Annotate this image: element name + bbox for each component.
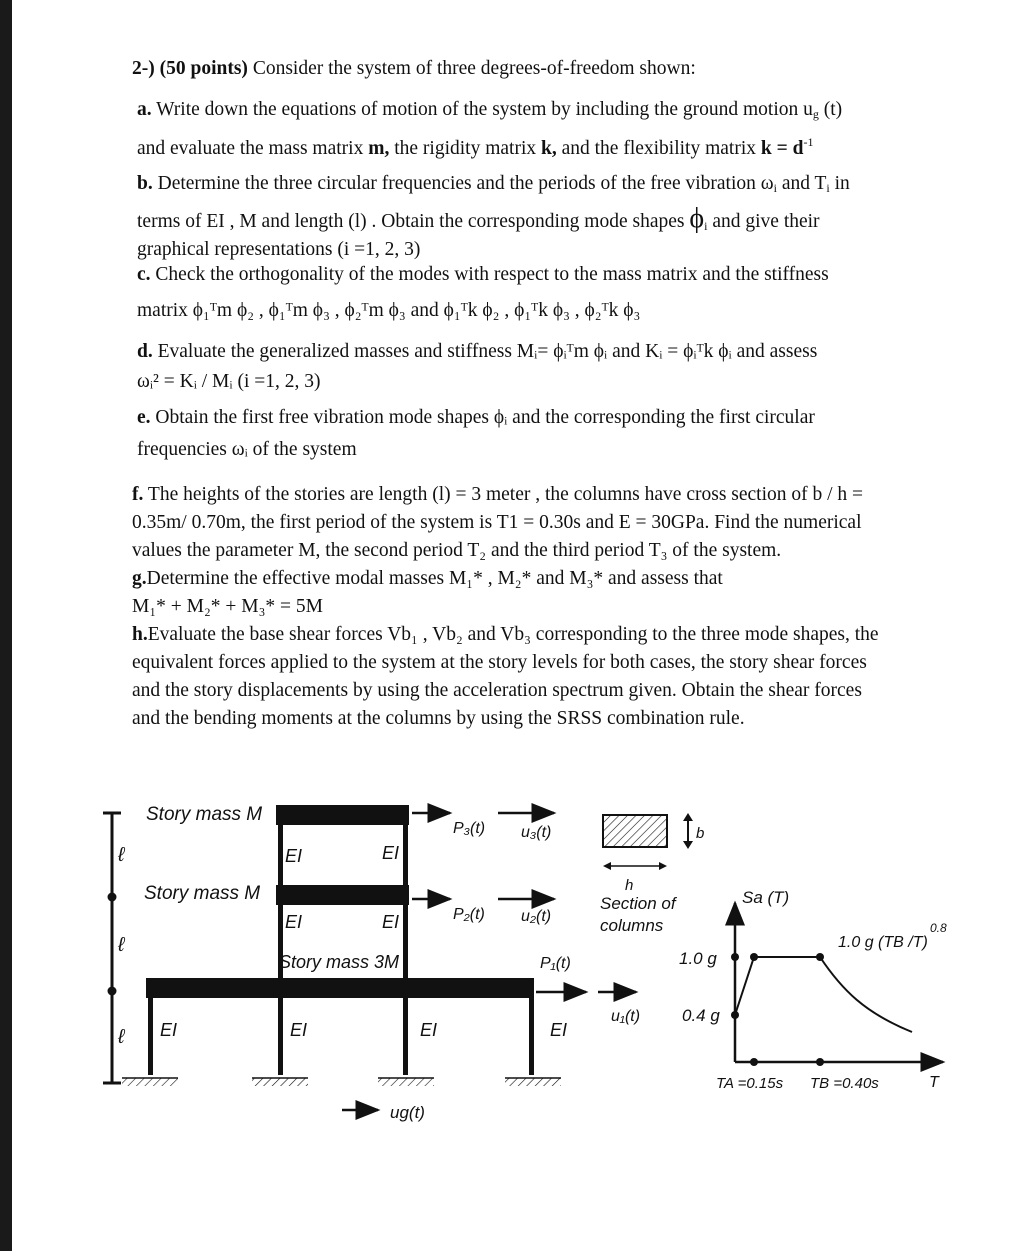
question-intro: Consider the system of three degrees-of-freedom shown: <box>252 58 696 79</box>
spectrum-ta-label: TA =0.15s <box>716 1075 784 1092</box>
ei-label: EI <box>285 846 303 866</box>
part-c: c. Check the orthogonality of the modes with respect to the mass matrix and the stiffness <box>137 264 829 285</box>
level-3-loads <box>412 813 554 841</box>
height-label-mid: ℓ <box>118 934 125 956</box>
spectrum-tb-label: TB =0.40s <box>810 1075 879 1092</box>
disp-u1-label: u₁(t) <box>611 1008 641 1025</box>
level-1-loads <box>536 955 640 1025</box>
story-mass-low-label: Story mass 3M <box>279 952 400 972</box>
ei-label: EI <box>285 912 303 932</box>
part-d-line2: ωᵢ² = Kᵢ / Mᵢ (i =1, 2, 3) <box>137 371 321 392</box>
lower-frame <box>122 978 567 1086</box>
ei-label: EI <box>420 1020 438 1040</box>
height-label-low: ℓ <box>118 1026 125 1048</box>
section-b-label: b <box>696 825 705 842</box>
height-label-top: ℓ <box>118 844 125 866</box>
section-caption-2: columns <box>600 916 664 935</box>
ei-label: EI <box>160 1020 178 1040</box>
part-b: b. Determine the three circular frequencies and the periods of the free vibration $\omega_i$ and $T_i$ in <box>137 173 850 195</box>
acceleration-spectrum <box>679 888 947 1092</box>
story-mass-top-label: Story mass M <box>146 804 263 825</box>
force-p3-label: P₃(t) <box>453 820 486 837</box>
spectrum-y-axis-label: Sa (T) <box>742 888 790 907</box>
height-dimension <box>103 813 126 1083</box>
part-d: d. Evaluate the generalized masses and stiffness Mᵢ= ϕᵢᵀm ϕᵢ and Kᵢ = ϕᵢᵀk ϕᵢ and assess <box>137 341 818 362</box>
level-2-loads <box>412 899 554 925</box>
section-caption-1: Section of <box>600 894 676 913</box>
part-e: e. Obtain the first free vibration mode shapes ϕᵢ and the corresponding the first circular <box>137 407 815 428</box>
part-e-line2: frequencies ωᵢ of the system <box>137 439 357 460</box>
spectrum-high-label: 1.0 g <box>679 949 717 968</box>
question-points: (50 points) <box>159 58 248 79</box>
ei-label: EI <box>290 1020 308 1040</box>
ei-label: EI <box>382 843 400 863</box>
part-a: a. Write down the equations of motion of the system by including the ground motion $u_g$ (t) and evaluate the mass matrix m, the rigidity matrix k, and the flexibility matrix $k = d^{-1}$ <box>137 99 843 159</box>
part-f: f. The heights of the stories are length (l) = 3 meter , the columns have cross section of b / h = 0.35m/ 0.70m, the first period of the system is T1 = 0.30s and E = 30GPa. Find the numerical values the parameter M, the second period T₂ and the third period T₃ of the system. <box>132 484 864 561</box>
ei-label: EI <box>550 1020 568 1040</box>
section-h-label: h <box>625 877 634 894</box>
spectrum-decay-exponent: 0.8 <box>930 921 947 935</box>
upper-frame <box>276 805 409 978</box>
column-section <box>600 813 704 935</box>
story-mass-mid-label: Story mass M <box>144 883 261 904</box>
force-p2-label: P₂(t) <box>453 906 485 923</box>
force-p1-label: P₁(t) <box>540 955 571 972</box>
ground-motion-label: ug(t) <box>390 1103 425 1122</box>
spectrum-x-axis-label: T <box>929 1074 939 1091</box>
disp-u2-label: u₂(t) <box>521 908 552 925</box>
question-number: 2-) <box>132 58 155 79</box>
ground-motion <box>342 1103 425 1122</box>
ei-label: EI <box>382 912 400 932</box>
disp-u3-label: u₃(t) <box>521 824 552 841</box>
part-h: h.Evaluate the base shear forces Vb₁ , Vb₂ and Vb₃ corresponding to the three mode shapes, the equivalent forces applied to the system at the story levels for both cases, the story shear forces and the story displacements by using the acceleration spectrum given. Obtain the shear forces and the bending moments at the columns by using the SRSS combination rule. <box>132 624 879 729</box>
spectrum-low-label: 0.4 g <box>682 1006 720 1025</box>
part-b-line2: terms of EI , M and length (l) . Obtain the corresponding mode shapes $\phi_i$ and give their <box>137 203 820 234</box>
spectrum-decay-label: 1.0 g (TB /T) <box>838 934 928 951</box>
part-b-line3: graphical representations (i =1, 2, 3) <box>137 239 421 260</box>
part-c-line2: matrix ϕ₁ᵀm ϕ₂ , ϕ₁ᵀm ϕ₃ , ϕ₂ᵀm ϕ₃ and ϕ₁ᵀk ϕ₂ , ϕ₁ᵀk ϕ₃ , ϕ₂ᵀk ϕ₃ <box>137 300 641 321</box>
part-g: g.Determine the effective modal masses M₁* , M₂* and M₃* and assess that M₁* + M₂* + M₃* = 5M <box>132 568 723 617</box>
